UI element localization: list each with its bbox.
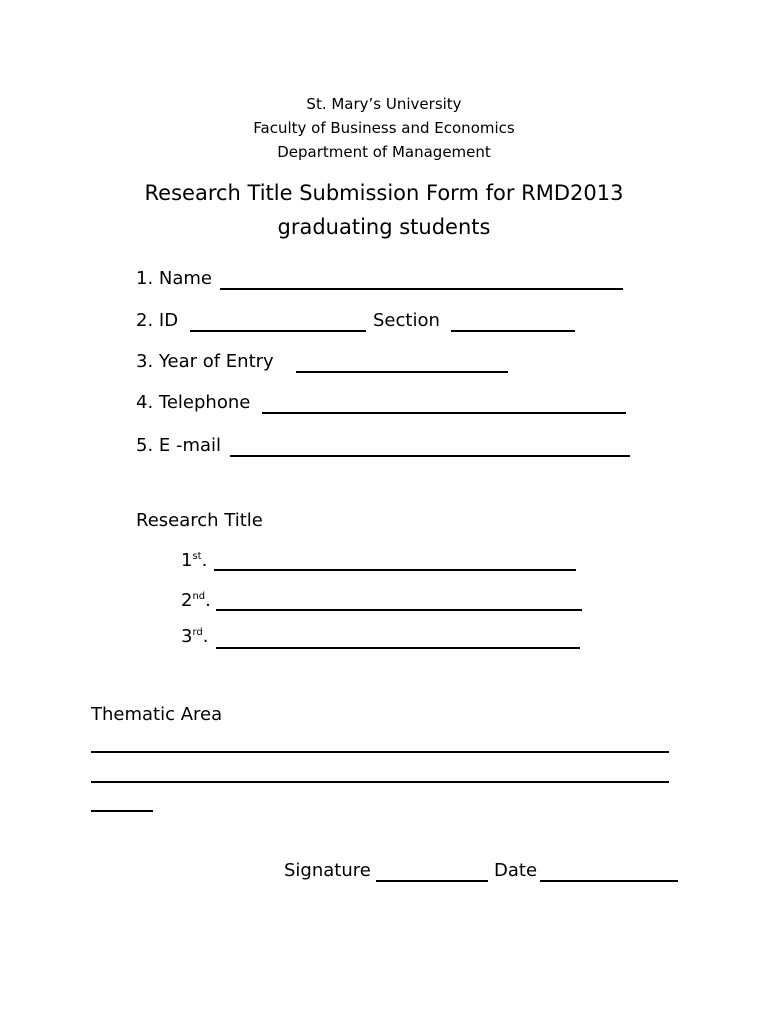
research-title-2-label: 2nd. (181, 590, 211, 611)
university-name: St. Mary’s University (306, 95, 462, 113)
research-title-3-label: 3rd. (181, 626, 209, 647)
name-label: 1. Name (136, 268, 212, 289)
thematic-area-line-2[interactable] (91, 781, 669, 783)
section-label: Section (373, 310, 440, 331)
id-input-line[interactable] (190, 330, 366, 332)
telephone-label: 4. Telephone (136, 392, 251, 413)
thematic-area-line-3[interactable] (91, 810, 153, 812)
thematic-area-line-1[interactable] (91, 751, 669, 753)
year-of-entry-input-line[interactable] (296, 371, 508, 373)
research-title-1-input-line[interactable] (214, 569, 576, 571)
email-input-line[interactable] (230, 455, 630, 457)
form-title-line2: graduating students (277, 215, 491, 239)
thematic-area-heading: Thematic Area (91, 704, 223, 725)
date-input-line[interactable] (540, 880, 678, 882)
id-label: 2. ID (136, 310, 179, 331)
year-of-entry-label: 3. Year of Entry (136, 351, 274, 372)
form-title-line1: Research Title Submission Form for RMD2013 (144, 181, 624, 205)
section-input-line[interactable] (451, 330, 575, 332)
telephone-input-line[interactable] (262, 412, 626, 414)
research-title-heading: Research Title (136, 510, 263, 531)
signature-input-line[interactable] (376, 880, 488, 882)
signature-label: Signature (284, 860, 371, 881)
date-label: Date (494, 860, 538, 881)
research-title-3-input-line[interactable] (216, 647, 580, 649)
faculty-name: Faculty of Business and Economics (253, 119, 515, 137)
email-label: 5. E -mail (136, 435, 222, 456)
department-name: Department of Management (277, 143, 491, 161)
name-input-line[interactable] (220, 288, 623, 290)
research-title-1-label: 1st. (181, 550, 208, 571)
research-title-2-input-line[interactable] (216, 609, 582, 611)
